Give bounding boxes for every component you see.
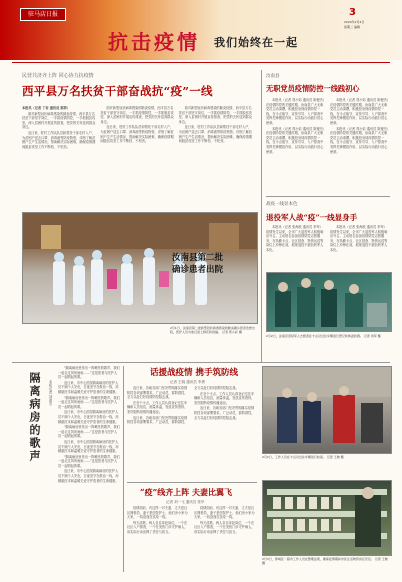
supermarket-photo <box>262 480 392 556</box>
volunteer-illustration <box>267 273 391 331</box>
couple-story-paragraph: 疫情面前，有这样一对夫妻，丈夫是社区网格员，妻子是医院护士，他们舍小家为大家，一同奋战在抗疫一线。 <box>194 506 255 520</box>
right-top-body <box>266 98 390 192</box>
right-top-headline: 无职党员疫情防控一线践初心 <box>266 84 360 93</box>
couple-story-byline: 记者 刘一飞 通讯员 张华 <box>166 500 205 504</box>
page-number: 3 <box>349 7 356 18</box>
supermarket-caption: 2月3日，驿城区一超市工作人员在整理货架，确保疫情期间市民生活物资供应充足。 记者 王晓 摄 <box>262 557 388 566</box>
center-story-headline: 话援战疫情 携手筑防线 <box>150 368 238 378</box>
masthead-rule <box>12 62 390 63</box>
shelf-illustration <box>263 481 391 555</box>
center-story-paragraph: 连日来，各地各部门坚决贯彻落实疫情防控各项部署要求，广泛动员，群防群控，全力以赴打好疫情防控阻击战。 <box>127 386 239 425</box>
poem-paragraph: “隔离病房里传出一阵嘹亮的歌声，我们一起走过风风雨雨……”这是患者与医护人员一起唱起的歌。 <box>58 395 120 409</box>
right-top-paragraph: 本报讯（记者 郑小彩 通讯员 陈俊杰）在疫情防控的关键时期，汝南县广大无职党员主动请缨，积极投身到疫情防控一线，在卡点值守、宣传引导、入户排查中发挥先锋模范作用，以实际行动践行初心使命。 <box>266 126 325 154</box>
right-mid-kicker: 战疫一线显本色 <box>266 202 298 207</box>
main-photo-caption: 2月1日，汝南县第二批新型冠状病毒感染的肺炎确诊患者治愈出院，医护人员为他们送上鲜花和祝福。 记者 郑小彩 摄 <box>170 326 255 335</box>
couple-story-paragraph: 疫情面前，有这样一对夫妻，丈夫是社区网格员，妻子是医院护士，他们舍小家为大家，一同奋战在抗疫一线。 <box>127 506 188 520</box>
main-story-kicker: 民营共济齐上阵 同心协力抗疫情 <box>22 73 94 79</box>
column-divider <box>261 70 262 362</box>
center-story-paragraph: 连日来，各地各部门坚决贯彻落实疫情防控各项部署要求，广泛动员，群防群控，全力以赴打好疫情防控阻击战。 <box>127 386 188 400</box>
main-story-paragraph: 面对新型冠状病毒感染的肺炎疫情，西平县万名扶贫干部坚守岗位，一手抓疫情防控，一手抓脱贫攻坚，深入贫困村开展宣传排查，把党的关怀送到群众身边。 <box>100 106 174 124</box>
overlay-line: 确诊患者出院 <box>172 265 224 275</box>
right-top-paragraph: 本报讯（记者 郑小彩 通讯员 陈俊杰）在疫情防控的关键时期，汝南县广大无职党员主动请缨，积极投身到疫情防控一线，在卡点值守、宣传引导、入户排查中发挥先锋模范作用，以实际行动践行初心使命。 <box>330 98 389 125</box>
main-story-paragraph: 连日来，驻村工作队队员和帮扶干部走村入户，为贫困户送去口罩、消毒液等防疫物资，详细了解贫困户生产生活情况，帮助解决实际困难，确保疫情期间脱贫攻坚工作不断档、不松劲。 <box>22 130 96 149</box>
section-divider <box>266 196 390 197</box>
right-top-paragraph: 本报讯（记者 郑小彩 通讯员 陈俊杰）在疫情防控的关键时期，汝南县广大无职党员主动请缨，积极投身到疫情防控一线，在卡点值守、宣传引导、入户排查中发挥先锋模范作用，以实际行动践行初心使命。 <box>330 126 389 154</box>
center-story-byline: 记者 王晓 通讯员 李勇 <box>170 380 205 384</box>
right-mid-paragraph: 本报讯（记者 张海波 通讯员 李军）疫情发生以来，全市广大退役军人积极响应号召，主动报名参加疫情防控志愿服务，在执勤卡点、社区排查、物资运送等岗位上冲锋在前，展现退役不褪色的军人本色。 <box>330 225 388 252</box>
overlay-line: 汝南县第二批 <box>172 253 224 263</box>
poem-paragraph: “隔离病房里传出一阵嘹亮的歌声，我们一起走过风风雨雨……”这是患者与医护人员一起唱起的歌。 <box>58 366 120 380</box>
slogan: 我们始终在一起 <box>214 36 298 49</box>
checkpoint-illustration <box>263 367 391 453</box>
couple-story-body <box>127 506 257 572</box>
center-story-paragraph: 连日来，各地各部门坚决贯彻落实疫情防控各项部署要求，广泛动员，群防群控，全力以赴打好疫情防控阻击战。 <box>194 406 255 420</box>
center-story-paragraph: 在各个卡点，工作人员认真登记过往车辆和人员信息，测量体温，发放宣传资料，坚决阻断疫情传播途径。 <box>194 391 255 405</box>
section-title: 抗击疫情 <box>108 30 200 54</box>
poem-paragraph: 连日来，市中心医院隔离病房的医护人员不顾个人安危，日夜坚守在救治一线，用精湛医术和温暖关爱守护患者的生命健康。 <box>58 439 119 454</box>
checkpoint-photo <box>262 366 392 454</box>
column-divider <box>123 366 124 572</box>
poem-body <box>58 366 120 572</box>
main-story-paragraph: 面对新型冠状病毒感染的肺炎疫情，西平县万名扶贫干部坚守岗位，一手抓疫情防控，一手抓脱贫攻坚，深入贫困村开展宣传排查，把党的关怀送到群众身边。 <box>22 111 96 130</box>
main-story-paragraph: 面对新型冠状病毒感染的肺炎疫情，西平县万名扶贫干部坚守岗位，一手抓疫情防控，一手抓脱贫攻坚，深入贫困村开展宣传排查，把党的关怀送到群众身边。 <box>178 106 252 124</box>
right-top-kicker: 汝南县 <box>266 74 280 79</box>
couple-story-headline: “疫”线齐上阵 夫妻比翼飞 <box>140 487 232 497</box>
section-divider <box>127 482 257 483</box>
main-story-paragraph: 连日来，驻村工作队队员和帮扶干部走村入户，为贫困户送去口罩、消毒液等防疫物资，详细了解贫困户生产生活情况，帮助解决实际困难，确保疫情期间脱贫攻坚工作不断档、不松劲。 <box>178 125 252 144</box>
poem-paragraph: 连日来，市中心医院隔离病房的医护人员不顾个人安危，日夜坚守在救治一线，用精湛医术和温暖关爱守护患者的生命健康。 <box>58 469 119 483</box>
newspaper-logo: 驻马店日报 <box>20 8 66 21</box>
date-line: 2020年2月4日 <box>344 20 365 24</box>
right-mid-headline: 退役军人战“疫”一线显身手 <box>266 213 358 222</box>
couple-story-paragraph: 每天清晨，两人各自奔赴岗位，一个在社区入户排查，一个在发热门诊守护病人，用实际行动诠释了责任与担当。 <box>194 520 255 534</box>
poem-byline: 本报记者 刘淑芳 <box>49 380 53 406</box>
poem-paragraph: 连日来，市中心医院隔离病房的医护人员不顾个人安危，日夜坚守在救治一线，用精湛医术和温暖关爱守护患者的生命健康。 <box>58 380 119 394</box>
checkpoint-caption: 2月2日，工作人员在卡点对过往车辆进行检查。 记者 王晓 摄 <box>262 455 344 459</box>
photo-overlay-title <box>172 252 223 276</box>
right-mid-paragraph: 本报讯（记者 张海波 通讯员 李军）疫情发生以来，全市广大退役军人积极响应号召，主动报名参加疫情防控志愿服务，在执勤卡点、社区排查、物资运送等岗位上冲锋在前，展现退役不褪色的军人本色。 <box>266 225 324 252</box>
poem-paragraph: “隔离病房里传出一阵嘹亮的歌声，我们一起走过风风雨雨……”这是患者与医护人员一起唱起的歌。 <box>58 454 120 468</box>
right-top-paragraph: 本报讯（记者 郑小彩 通讯员 陈俊杰）在疫情防控的关键时期，汝南县广大无职党员主动请缨，积极投身到疫情防控一线，在卡点值守、宣传引导、入户排查中发挥先锋模范作用，以实际行动践行初心使命。 <box>266 98 325 125</box>
center-story-paragraph: 在各个卡点，工作人员认真登记过往车辆和人员信息，测量体温，发放宣传资料，坚决阻断疫情传播途径。 <box>127 400 188 414</box>
page-date <box>344 20 364 29</box>
poem-paragraph: “隔离病房里传出一阵嘹亮的歌声，我们一起走过风风雨雨……”这是患者与医护人员一起唱起的歌。 <box>58 425 120 439</box>
right-mid-body <box>266 225 390 269</box>
right-mid-photo <box>266 272 392 332</box>
main-story-body <box>22 106 252 208</box>
center-story-body <box>127 386 257 478</box>
main-story-headline: 西平县万名扶贫干部奋战抗“疫”一线 <box>22 84 213 98</box>
main-story-paragraph: 连日来，驻村工作队队员和帮扶干部走村入户，为贫困户送去口罩、消毒液等防疫物资，详细了解贫困户生产生活情况，帮助解决实际困难，确保疫情期间脱贫攻坚工作不断档、不松劲。 <box>100 125 174 144</box>
poem-title: 隔离病房的歌声 <box>28 372 41 463</box>
right-mid-caption: 2月2日，汝南县退役军人志愿者在卡点对过往车辆进行登记和体温检测。 记者 刘军 摄 <box>266 334 381 338</box>
date-line: 星期二 编辑 <box>344 24 360 29</box>
main-story-byline: 本报讯（记者 丁岩 通讯员 郭菲） <box>22 106 70 110</box>
section-divider <box>12 362 390 363</box>
couple-story-paragraph: 每天清晨，两人各自奔赴岗位，一个在社区入户排查，一个在发热门诊守护病人，用实际行动诠释了责任与担当。 <box>127 520 188 534</box>
poem-paragraph: 连日来，市中心医院隔离病房的医护人员不顾个人安危，日夜坚守在救治一线，用精湛医术和温暖关爱守护患者的生命健康。 <box>58 410 119 424</box>
